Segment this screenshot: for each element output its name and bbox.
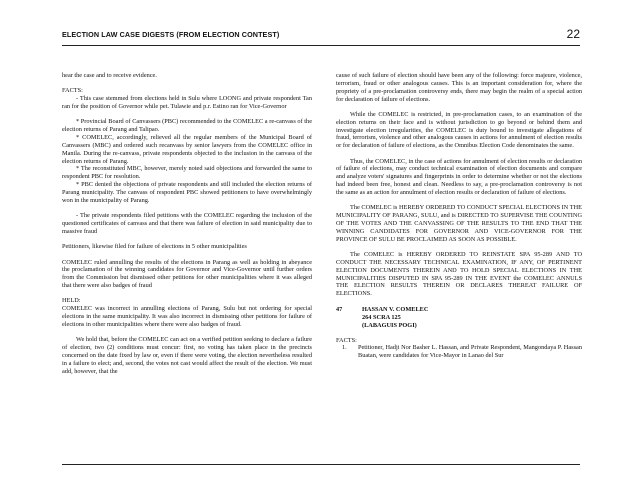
paragraph: COMELEC was incorrect in annulling elections of Parang, Sulu but not ordering for special elections in the same municipality. It was also incorrect in dismissing other petitions for failure of elections in other municipalities where there were also badges of fraud. — [62, 305, 312, 328]
page-header — [62, 29, 580, 46]
paragraph: * PBC denied the objections of private respondents and still included the election returns of Parang municipality. The canvass of respondent PBC showed petitioners to have overwhelmingly won in the municipality of Parang. — [62, 181, 312, 204]
paragraph: hear the case and to receive evidence. — [62, 72, 157, 79]
footer-divider — [62, 464, 580, 465]
paragraph: Petitioners, likewise filed for failure of elections in 5 other municipalities — [62, 243, 247, 251]
right-column — [336, 72, 582, 360]
paragraph: * The reconstituted MBC, however, merely noted said objections and forwarded the same to respondent PBC for resolution. — [62, 165, 312, 181]
paragraph: The COMELEC is HEREBY ORDERED TO CONDUCT SPECIAL ELECTIONS IN THE MUNICIPALITY OF PARANG, SULU, and is DIRECTED TO SUPERVISE THE COUNTING OF THE VOTES AND THE CANVASSING OF THE RESULTS TO THE END THAT THE WINNING CANDIDATES FOR GOVERNOR AND VICE-GOVERNOR FOR THE PROVINCE OF SULU BE PROCLAIMED AS SOON AS POSSIBLE. — [336, 204, 582, 243]
paragraph: We hold that, before the COMELEC can act on a verified petition seeking to declare a failure of election, two (2) conditions must concur: first, no voting has taken place in the precincts concerned on the date fixed by law or, even if there were voting, the election nevertheless resulted in a failure to elect; and, second, the votes not cast would affect the result of the election. We must add, however, that the — [62, 336, 312, 375]
fact-item — [336, 344, 582, 360]
paragraph: The COMELEC is HEREBY ORDERED TO REINSTATE SPA 95-289 AND TO CONDUCT THE NECESSARY TECHNICAL EXAMINATION, IF ANY, OF PERTINENT ELECTION DOCUMENTS THEREIN AND TO HOLD SPECIAL ELECTIONS IN THE MUNICIPALITIES DISPUTED IN SPA 95-289 IN THE EVENT the COMELEC ANNULS THE ELECTION RESULTS THEREIN OR DECLARES THEREAT FAILURE OF ELECTIONS. — [336, 251, 582, 298]
paragraph: * COMELEC, accordingly, relieved all the regular members of the Municipal Board of Canvassers (MBC) and ordered such recanvass by senior lawyers from the COMELEC office in Manila. During the re-canvass, private respondents objected to the inclusion in the canvass of the election returns of Parang. — [62, 134, 312, 165]
paragraph: cause of such failure of election should have been any of the following: force majeure, violence, terrorism, fraud or other analogous causes. This is an important consideration for, where the propriety of a pre-proclamation controversy ends, there may begin the realm of a special action for declaration of failure of elections. — [336, 72, 582, 103]
header-title: ELECTION LAW CASE DIGESTS (FROM ELECTION CONTEST) — [62, 30, 280, 39]
paragraph: * Provincial Board of Canvassers (PBC) recommended to the COMELEC a re-canvass of the election returns of Parang and Talipao. — [62, 118, 312, 134]
left-column — [62, 72, 312, 383]
case-citation: 264 SCRA 125 — [362, 313, 401, 321]
fact-text: Petitioner, Hadji Nor Basher L. Hassan, and Private Respondent, Mangondaya P. Hassan Buatan, were candidates for Vice-Mayor in Lanao del Sur — [358, 344, 582, 360]
case-heading — [336, 306, 582, 330]
case-alias: (LABAGUIS POGI) — [362, 321, 417, 329]
case-title: HASSAN V. COMELEC — [362, 305, 429, 313]
paragraph: - This case stemmed from elections held in Sulu where LOONG and private respondent Tan ran for the position of Governor while pet. Tulawie and p.r. Estino ran for Vice-Governor — [62, 95, 312, 111]
page-number: 22 — [566, 27, 580, 41]
case-title-block — [362, 306, 428, 330]
paragraph: While the COMELEC is restricted, in pre-proclamation cases, to an examination of the election returns on their face and is without jurisdiction to go beyond or behind them and investigate election irregularities, the COMELEC is duty bound to investigate allegations of fraud, terrorism, violence and other analogous causes in actions for annulment of election results or for declaration of failure of elections, as the Omnibus Election Code denominates the same. — [336, 110, 582, 150]
paragraph: COMELEC ruled annulling the results of the elections in Parang as well as holding in abeyance the proclamation of the winning candidates for Governor and Vice-Governor until further orders from the Commission but dismissed other petitions for other municipalities where it was alleged that there were also badges of fraud — [62, 258, 312, 290]
paragraph: Thus, the COMELEC, in the case of actions for annulment of election results or declaration of failure of elections, may conduct technical examination of election documents and compare and analyze voters' signatures and fingerprints in order to determine whether or not the elections had indeed been free, honest and clean. Needless to say, a pre-proclamation controversy is not the same as an action for annulment of election results or declaration of failure of elections. — [336, 157, 582, 196]
case-number: 47 — [336, 305, 343, 313]
paragraph: - The private respondents filed petitions with the COMELEC regarding the inclusion of the questioned certificates of canvass and that there was failure of election in said municipality due to massive fraud — [62, 212, 312, 235]
fact-number: 1. — [342, 344, 347, 352]
facts-label: FACTS: — [336, 336, 357, 344]
facts-label: FACTS: — [62, 87, 83, 95]
held-label: HELD: — [62, 297, 81, 305]
